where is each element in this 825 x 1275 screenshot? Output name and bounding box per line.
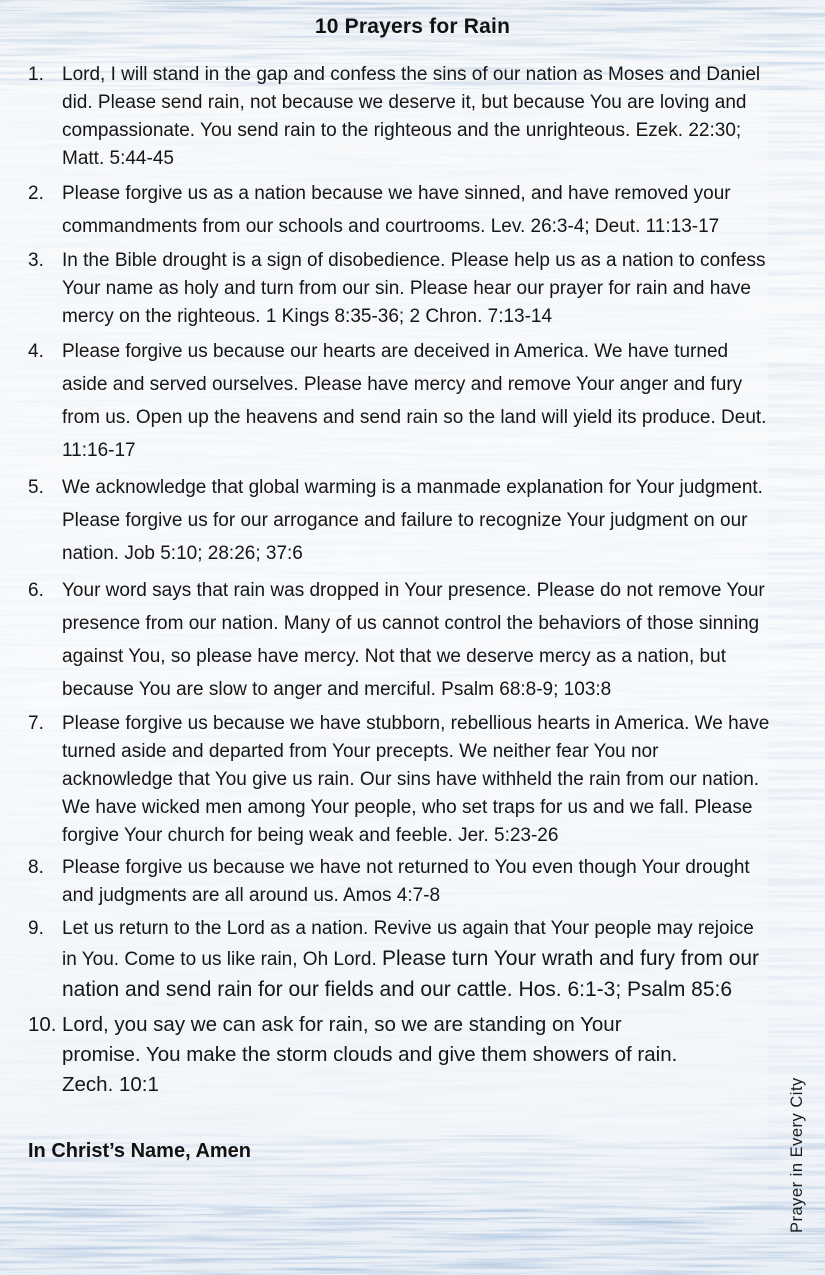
prayer-number: 3. <box>28 250 44 271</box>
prayer-text: Please forgive us because we have stubborn, rebellious hearts in America. We have turned aside and departed from Your precepts. We neither fear You nor acknowledge that You give us rain. Our sins have withheld the rain from our nation. We have wicked men among Your people, who set traps for us and we fall. Please forgive Your church for being weak and feeble. Jer. 5:23-26 <box>62 713 770 846</box>
prayer-text-emphasis: Please turn Your wrath and fury from our nation and send rain for our fields and our cattle. Hos. 6:1-3; Psalm 85:6 <box>62 947 760 1001</box>
prayer-text: Lord, I will stand in the gap and confess the sins of our nation as Moses and Daniel did. Please send rain, not because we deserve it, but because You are loving and compassionate. You send rain to the righteous and the unrighteous. Ezek. 22:30; Matt. 5:44-45 <box>62 64 761 169</box>
prayer-text: In the Bible drought is a sign of disobedience. Please help us as a nation to confess Your name as holy and turn from our sin. Please hear our prayer for rain and have mercy on the righteous. 1 Kings 8:35-36; 2 Chron. 7:13-14 <box>62 250 766 327</box>
prayer-number: 4. <box>28 341 44 362</box>
prayer-text: Please forgive us because we have not returned to You even though Your drought and judgments are all around us. Amos 4:7-8 <box>62 857 750 906</box>
prayer-item <box>28 247 770 331</box>
prayer-item <box>28 177 770 243</box>
prayer-text: Your word says that rain was dropped in Your presence. Please do not remove Your presence from our nation. Many of us cannot control the behaviors of those sinning against You, so please have mercy. Not that we deserve mercy as a nation, but because You are slow to anger and merciful. Psalm 68:8-9; 103:8 <box>62 580 765 700</box>
prayer-number: 8. <box>28 857 44 878</box>
prayer-item <box>28 854 770 910</box>
vertical-watermark: Prayer in Every City <box>788 1077 806 1233</box>
prayer-number: 5. <box>28 477 44 498</box>
prayer-number: 10. <box>28 1013 57 1036</box>
prayer-list <box>28 61 770 1100</box>
prayer-number: 2. <box>28 183 44 204</box>
prayer-number: 9. <box>28 918 44 939</box>
prayer-item <box>28 710 770 850</box>
prayer-text: Let us return to the Lord as a nation. Revive us again that Your people may rejoice in You. Come to us like rain, Oh Lord. Please turn Your wrath and fury from our nation and send rain for our fields and our cattle. Hos. 6:1-3; Psalm 85:6 <box>62 918 760 1001</box>
prayer-item <box>28 574 770 706</box>
prayer-text: Lord, you say we can ask for rain, so we are standing on Your promise. You make the storm clouds and give them showers of rain. Zech. 10:1 <box>62 1013 678 1096</box>
prayer-text: We acknowledge that global warming is a manmade explanation for Your judgment. Please forgive us for our arrogance and failure to recognize Your judgment on our nation. Job 5:10; 28:26; 37:6 <box>62 477 763 564</box>
prayer-item <box>28 471 770 570</box>
prayer-item <box>28 335 770 467</box>
prayer-number: 7. <box>28 713 44 734</box>
page-title: 10 Prayers for Rain <box>314 15 511 38</box>
prayer-number: 6. <box>28 580 44 601</box>
prayer-item <box>28 914 770 1006</box>
closing-line: In Christ’s Name, Amen <box>28 1140 252 1162</box>
prayer-item <box>28 61 770 173</box>
prayer-item <box>28 1010 770 1100</box>
prayer-text: Please forgive us as a nation because we have sinned, and have removed your commandments from our schools and courtrooms. Lev. 26:3-4; Deut. 11:13-17 <box>62 183 731 237</box>
prayer-text: Please forgive us because our hearts are deceived in America. We have turned aside and served ourselves. Please have mercy and remove Your anger and fury from us. Open up the heavens and send rain so the land will yield its produce. Deut. 11:16-17 <box>62 341 767 461</box>
prayer-number: 1. <box>28 64 44 85</box>
